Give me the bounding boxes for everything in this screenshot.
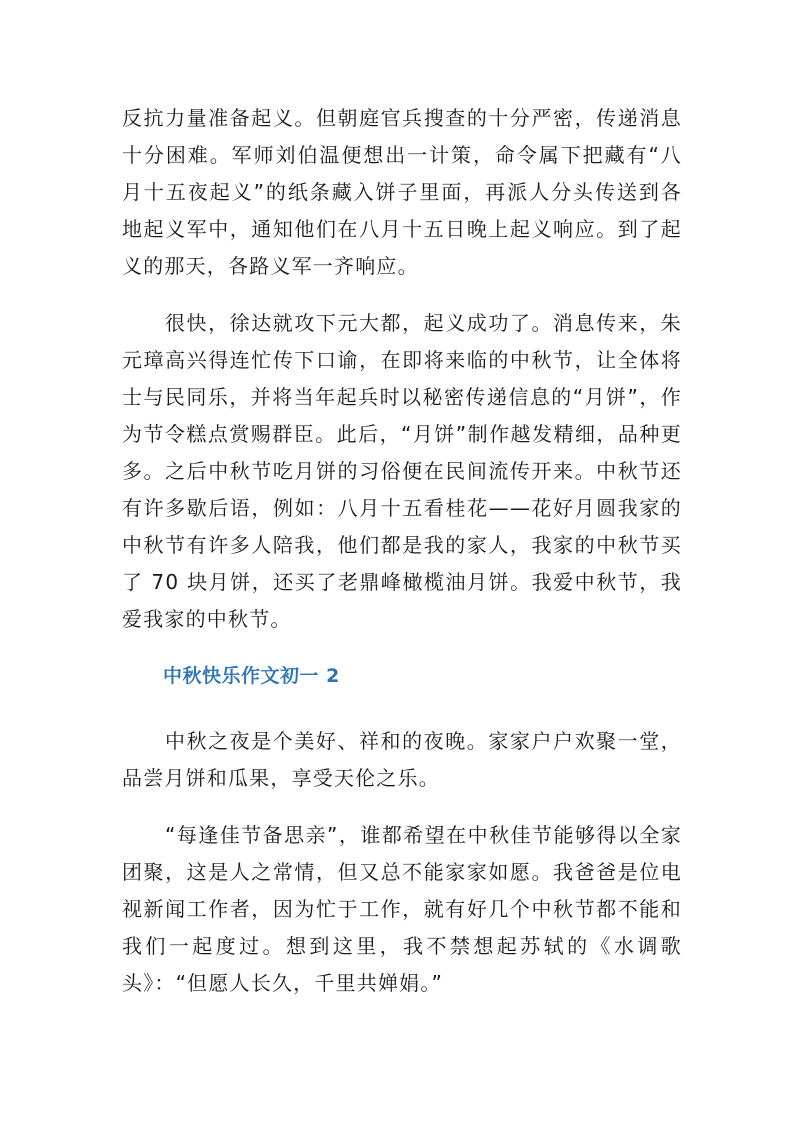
paragraph: 反抗力量准备起义。但朝庭官兵搜查的十分严密，传递消息十分困难。军师刘伯温便想出一计策，命令属下把藏有“八月十五夜起义”的纸条藏入饼子里面，再派人分头传送到各地起义军中，通知他们在八月十五日晚上起义响应。到了起义的那天，各路义军一齐响应。: [122, 106, 682, 278]
paragraph: 很快，徐达就攻下元大都，起义成功了。消息传来，朱元璋高兴得连忙传下口谕，在即将来临的中秋节，让全体将士与民同乐，并将当年起兵时以秘密传递信息的“月饼”，作为节令糕点赏赐群臣。此后，“月饼”制作越发精细，品种更多。之后中秋节吃月饼的习俗便在民间流传开来。中秋节还有许多歇后语，例如：八月十五看桂花——花好月圆我家的中秋节有许多人陪我，他们都是我的家人，我家的中秋节买了 70 块月饼，还买了老鼎峰橄榄油月饼。我爱中秋节，我爱我家的中秋节。: [122, 311, 682, 631]
document-page: [122, 100, 682, 1022]
paragraph: 中秋之夜是个美好、祥和的夜晚。家家户户欢聚一堂，品尝月饼和瓜果，享受天伦之乐。: [122, 729, 682, 790]
section-heading: 中秋快乐作文初一 2: [163, 665, 340, 687]
paragraph: “每逢佳节备思亲”，谁都希望在中秋佳节能够得以全家团聚，这是人之常情，但又总不能家家如愿。我爸爸是位电视新闻工作者，因为忙于工作，就有好几个中秋节都不能和我们一起度过。想到这里，我不禁想起苏轼的《水调歌头》：“但愿人长久，千里共婵娟。”: [122, 823, 682, 995]
